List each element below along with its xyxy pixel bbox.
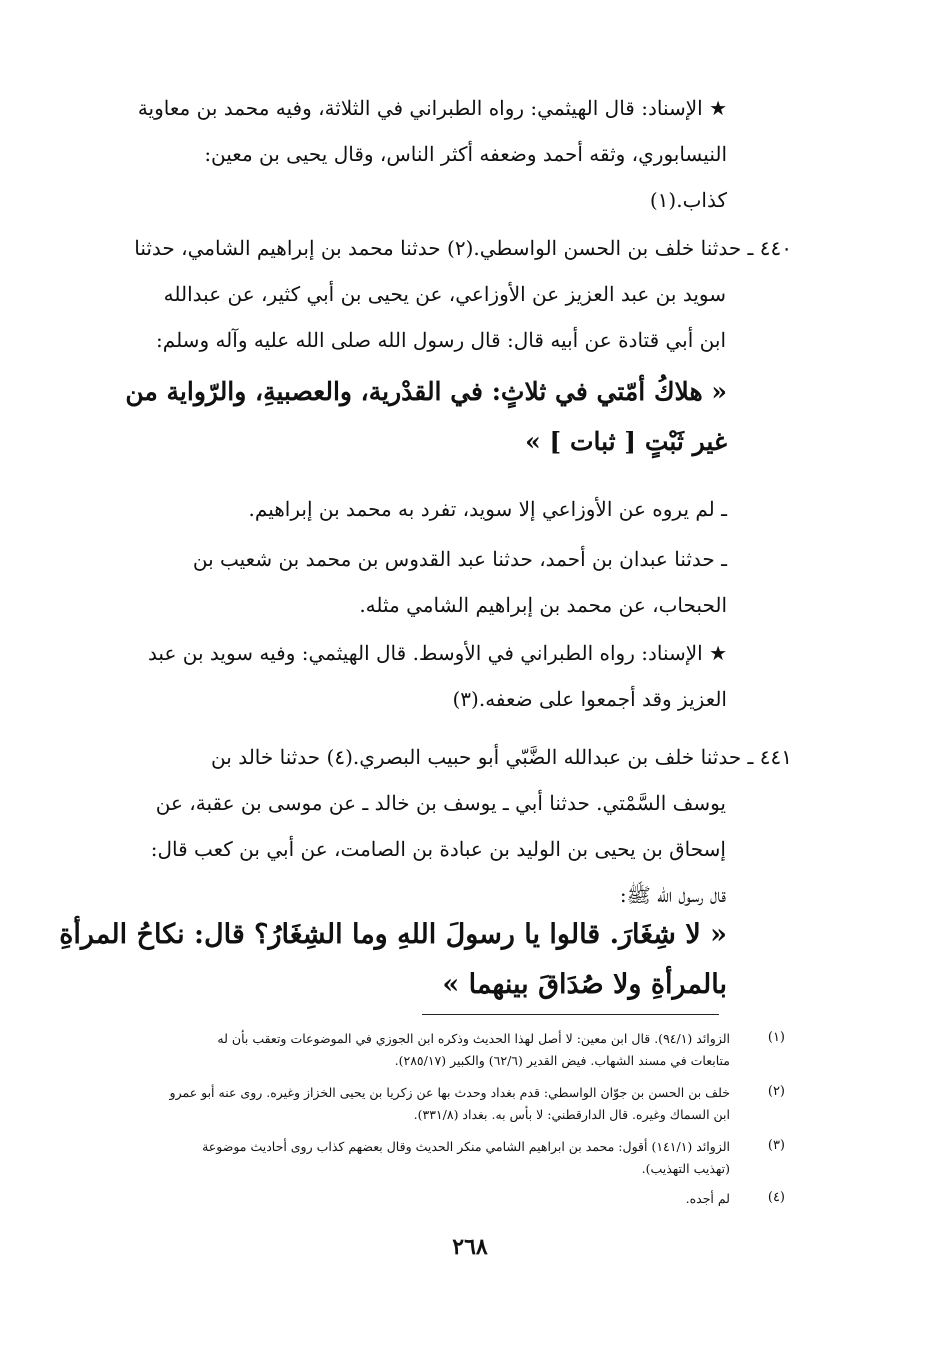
- footnote-number: (٣): [767, 1138, 785, 1153]
- footnote-number: (٢): [767, 1084, 785, 1099]
- footnote-3: [30, 1136, 730, 1180]
- footnote-1: [30, 1028, 730, 1072]
- text-line: يوسف السَّمْتي. حدثنا أبي ـ يوسف بن خالد ـ عن موسى بن عقبة، عن: [155, 791, 726, 815]
- text-line: بالمرأةِ ولا صُدَاقَ بينهما »: [442, 969, 727, 1000]
- text-line: ابن أبي قتادة عن أبيه قال: قال رسول الله صلى الله عليه وآله وسلم:: [156, 328, 726, 352]
- footnote-4: [30, 1188, 730, 1210]
- footnote-number: (١): [767, 1030, 785, 1045]
- text-line: (تهذيب التهذيب).: [641, 1161, 730, 1176]
- text-line: « لا شِغَارَ. قالوا يا رسولَ اللهِ وما الشِغَارُ؟ قال: نكاحُ المرأةِ: [59, 919, 727, 950]
- isnad-note-2: [63, 630, 727, 722]
- text-line: سويد بن عبد العزيز عن الأوزاعي، عن يحيى بن أبي كثير، عن عبدالله: [163, 282, 726, 306]
- text-line: ٤٤١ ـ حدثنا خلف بن عبدالله الضَّبّي أبو حبيب البصري.(٤) حدثنا خالد بن: [211, 745, 792, 769]
- alternate-isnad: [63, 536, 727, 628]
- text-line: الزوائد (٩٤/١). قال ابن معين: لا أصل لهذا الحديث وذكره ابن الجوزي في الموضوعات وتعقب بأن له: [217, 1031, 730, 1046]
- text-line: لم أجده.: [685, 1191, 730, 1206]
- text-line: العزيز وقد أجمعوا على ضعفه.(٣): [452, 687, 727, 711]
- page-number: ٢٦٨: [452, 1234, 488, 1260]
- text-line: ٤٤٠ ـ حدثنا خلف بن الحسن الواسطي.(٢) حدثنا محمد بن إبراهيم الشامي، حدثنا: [134, 236, 792, 260]
- footnote-separator: [422, 1014, 719, 1015]
- text-line: النيسابوري، وثقه أحمد وضعفه أكثر الناس، وقال يحيى بن معين:: [204, 142, 727, 166]
- text-line: « هلاكُ أمّتي في ثلاثٍ: في القدْرية، والعصبيةِ، والرّواية من: [125, 377, 727, 406]
- text-line: الحبحاب، عن محمد بن إبراهيم الشامي مثله.: [359, 593, 727, 617]
- hadith-441-matn: [59, 910, 727, 1010]
- text-line: إسحاق بن يحيى بن الوليد بن عبادة بن الصامت، عن أبي بن كعب قال:: [150, 837, 726, 861]
- text-line: متابعات في مسند الشهاب. فيض القدير (٦٢/٦) والكبير (٢٨٥/١٧).: [394, 1053, 730, 1068]
- text-line: خلف بن الحسن بن جوّان الواسطي: قدم بغداد وحدث بها عن زكريا بن يحيى الخزاز وغيره. روى عنه أبو عمرو: [169, 1085, 730, 1100]
- note-line: [63, 486, 727, 532]
- text-line: ★ الإسناد: قال الهيثمي: رواه الطبراني في الثلاثة، وفيه محمد بن معاوية: [137, 96, 727, 120]
- footnote-number: (٤): [767, 1190, 785, 1205]
- footnote-2: [30, 1082, 730, 1126]
- text-line: كذاب.(١): [649, 188, 727, 212]
- text-line: ابن السماك وغيره. قال الدارقطني: لا بأس به. بغداد (٣٣١/٨).: [413, 1107, 730, 1122]
- hadith-440-isnad: [63, 225, 792, 363]
- isnad-note-1: [63, 85, 727, 223]
- text-line: ـ حدثنا عبدان بن أحمد، حدثنا عبد القدوس بن محمد بن شعيب بن: [192, 547, 727, 571]
- hadith-441-isnad: [63, 734, 792, 918]
- text-line: غير ثَبْتٍ [ ثبات ] »: [525, 427, 727, 456]
- text-line: الزوائد (١٤١/١) أقول: محمد بن ابراهيم الشامي منكر الحديث وقال بعضهم كذاب روى أحاديث موضوعة: [202, 1139, 730, 1154]
- text-line: ـ لم يروه عن الأوزاعي إلا سويد، تفرد به محمد بن إبراهيم.: [248, 497, 727, 521]
- hadith-440-matn: [63, 367, 727, 467]
- text-line: قال رسول الله ﷺ:: [619, 883, 726, 907]
- text-line: ★ الإسناد: رواه الطبراني في الأوسط. قال الهيثمي: وفيه سويد بن عبد: [147, 641, 727, 665]
